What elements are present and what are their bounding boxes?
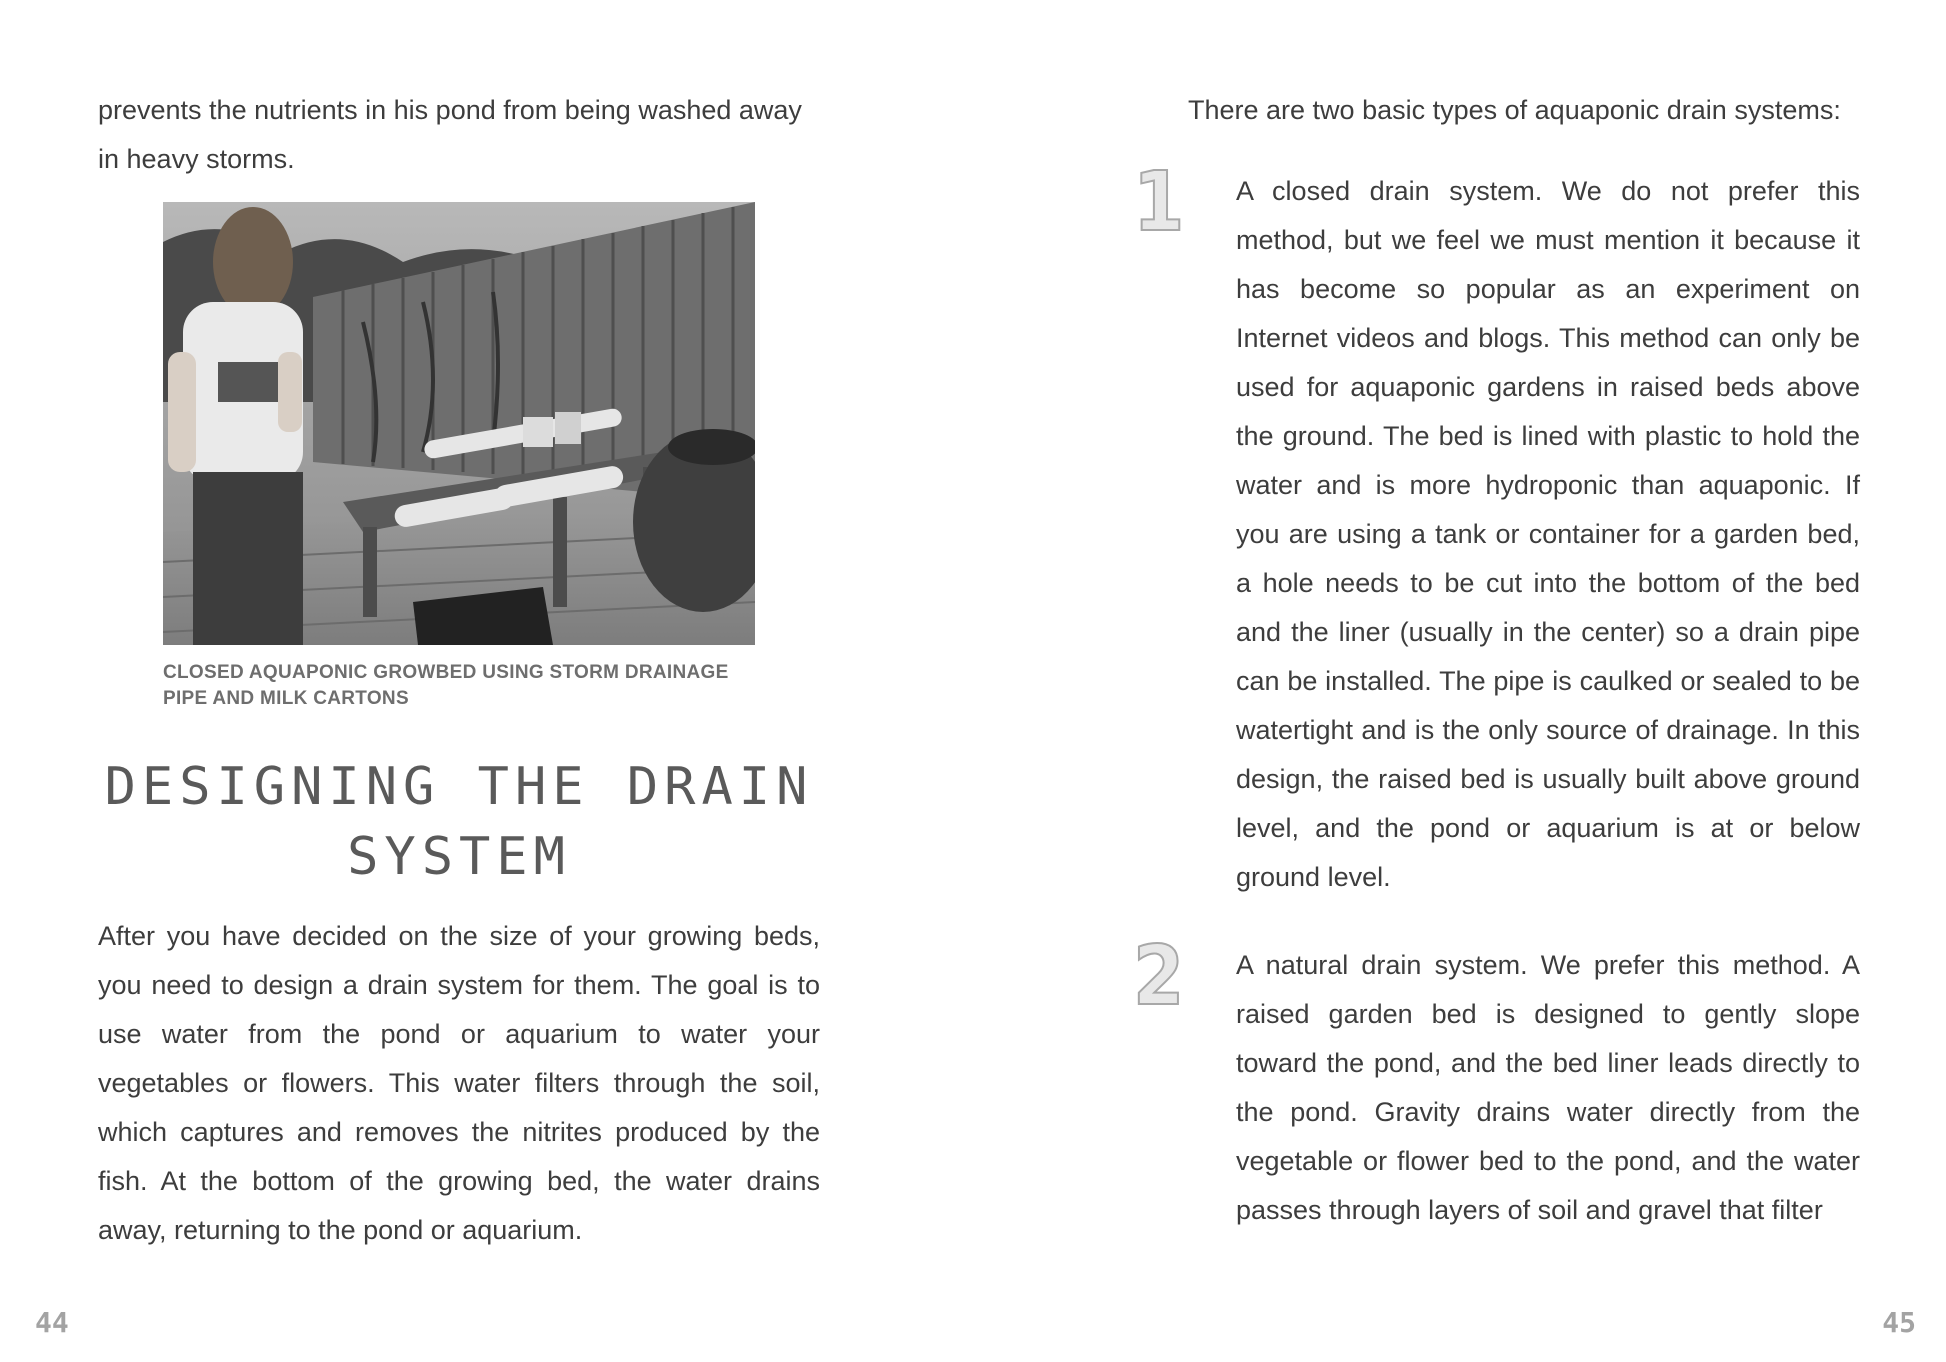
left-body-text: After you have decided on the size of your growing beds, you need to design a drain system for them. The goal is to use water from the pond or aquarium to water your vegetables or flowers. This water filters through the soil, which captures and removes the nitrites produced by the fish. At the bottom of the growing bed, the water drains away, returning to the pond or aquarium. xyxy=(98,921,820,1245)
photo-caption: CLOSED AQUAPONIC GROWBED USING STORM DRAINAGE PIPE AND MILK CARTONS xyxy=(163,662,729,709)
page-number-right: 45 xyxy=(1882,1306,1916,1339)
list-number: 1 xyxy=(1133,155,1185,250)
right-intro-text: There are two basic types of aquaponic drain systems: xyxy=(1188,95,1841,125)
section-heading: DESIGNING THE DRAIN SYSTEM xyxy=(104,757,814,887)
page-number-left: 44 xyxy=(35,1306,69,1339)
aquaponic-growbed-photo xyxy=(163,202,755,645)
left-intro-text: prevents the nutrients in his pond from being washed away in heavy storms. xyxy=(98,95,802,174)
right-page xyxy=(973,0,1946,1362)
list-item-text: A natural drain system. We prefer this method. A raised garden bed is designed to gently slope toward the pond, and the bed liner leads directly to the pond. Gravity drains water directly from the vegetable or flower bed to the pond, and the water passes through layers of soil and gravel that filter xyxy=(1236,950,1860,1225)
list-item-text: A closed drain system. We do not prefer this method, but we feel we must mention it because it has become so popular as an experiment on Internet videos and blogs. This method can only be used for aquaponic gardens in raised beds above the ground. The bed is lined with plastic to hold the water and is more hydroponic than aquaponic. If you are using a tank or container for a garden bed, a hole needs to be cut into the bottom of the bed and the liner (usually in the center) so a drain pipe can be installed. The pipe is caulked or sealed to be watertight and is the only source of drainage. In this design, the raised bed is usually built above ground level, and the pond or aquarium is at or below ground level. xyxy=(1236,176,1860,892)
list-number: 2 xyxy=(1133,929,1185,1024)
